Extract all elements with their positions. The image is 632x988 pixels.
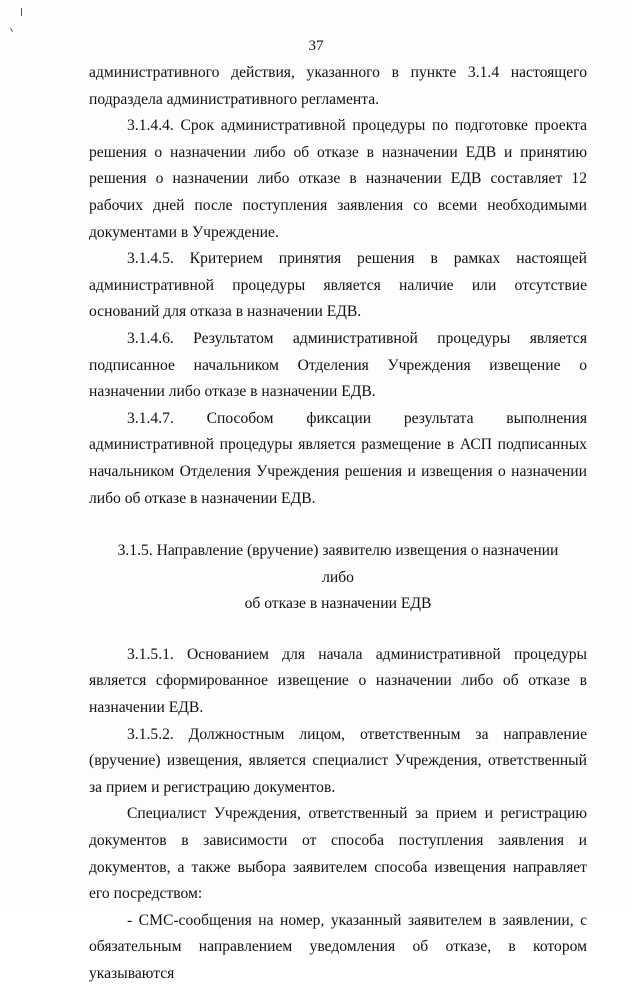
paragraph-3-1-4-7: 3.1.4.7. Способом фиксации результата выполнения административной процедуры является размещение в АСП подписанных начальником Отделения Учреждения решения и извещения о назначении либо об отказе в назначении ЕДВ. — [89, 409, 587, 507]
page-number: 37 — [308, 38, 324, 54]
scan-artifact — [10, 28, 13, 32]
section-heading-3-1-5 — [89, 538, 587, 618]
paragraph-3-1-5-2: 3.1.5.2. Должностным лицом, ответственным за направление (вручение) извещения, является специалист Учреждения, ответственный за прием и регистрацию документов. — [89, 725, 587, 796]
paragraph-sms-item: - СМС-сообщения на номер, указанный заявителем в заявлении, с обязательным направлением уведомления об отказе, в котором указываются — [89, 911, 587, 982]
paragraph-3-1-4-6: 3.1.4.6. Результатом административной процедуры является подписанное начальником Отделения Учреждения извещение о назначении либо отказе в назначении ЕДВ. — [89, 329, 587, 401]
page-body — [89, 60, 587, 982]
paragraph-3-1-4-4: 3.1.4.4. Срок административной процедуры по подготовке проекта решения о назначении либо об отказе в назначении ЕДВ и принятию решения о назначении либо отказе в назначении ЕДВ составляет 12 рабочих дней после поступления заявления со всеми необходимыми документами в Учреждение. — [89, 117, 587, 241]
section-heading-line-2: об отказе в назначении ЕДВ — [244, 595, 432, 613]
paragraph-specialist: Специалист Учреждения, ответственный за прием и регистрацию документов в зависимости от способа поступления заявления и документов, а также выбора заявителем способа извещения направляет его посредством: — [89, 805, 587, 903]
paragraph-continuation: административного действия, указанного в пункте 3.1.4 настоящего подраздела административного регламента. — [89, 64, 587, 108]
paragraph-3-1-4-5: 3.1.4.5. Критерием принятия решения в рамках настоящей административной процедуры является наличие или отсутствие оснований для отказа в назначении ЕДВ. — [89, 250, 587, 321]
section-heading-line-1: 3.1.5. Направление (вручение) заявителю извещения о назначении либо — [117, 542, 559, 586]
scan-artifact — [21, 8, 22, 16]
paragraph-3-1-5-1: 3.1.5.1. Основанием для начала административной процедуры является сформированное извещение о назначении либо об отказе в назначении ЕДВ. — [89, 645, 587, 717]
